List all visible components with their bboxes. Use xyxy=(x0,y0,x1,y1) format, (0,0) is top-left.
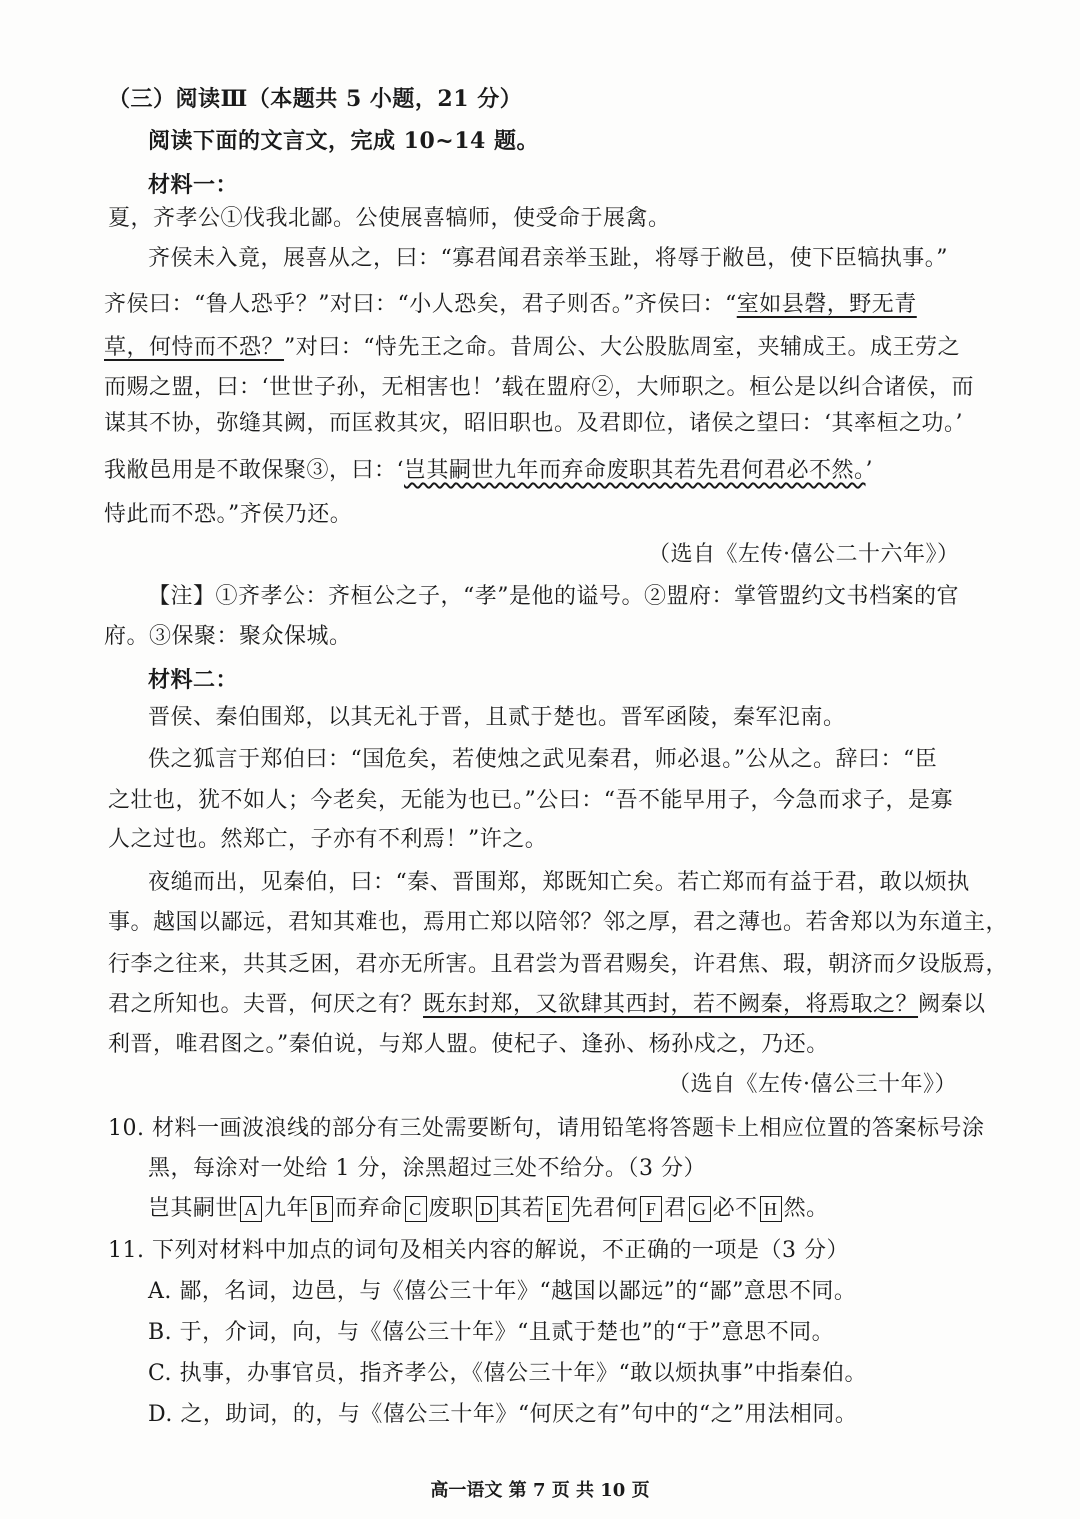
sentence-segment: 君 xyxy=(664,1196,687,1221)
break-option-d[interactable]: D xyxy=(476,1196,498,1222)
material1-line: 恃此而不恐。”齐侯乃还。 xyxy=(104,502,353,527)
section-title: （三）阅读Ⅲ（本题共 5 小题，21 分） xyxy=(108,86,523,112)
question-10-sentence xyxy=(148,1194,829,1224)
question-11-option-c[interactable]: C. 执事，办事官员，指齐孝公，《僖公三十年》“敢以烦执事”中指秦伯。 xyxy=(148,1361,868,1386)
material1-text: 我敝邑用是不敢保聚③，曰：‘ xyxy=(104,458,404,483)
material2-line: 之壮也，犹不如人；今老矣，无能为也已。”公曰：“吾不能早用子，今急而求子，是寡 xyxy=(108,788,953,813)
break-option-c[interactable]: C xyxy=(405,1196,427,1222)
material2-text: 阙秦以 xyxy=(918,992,986,1017)
sentence-segment: 岂其嗣世 xyxy=(148,1196,239,1221)
material2-text: 君之所知也。夫晋，何厌之有？ xyxy=(108,992,424,1017)
material1-text: ”对曰：“恃先王之命。昔周公、大公股肱周室，夹辅成王。成王劳之 xyxy=(284,335,961,360)
wavy-underlined-sentence: 岂其嗣世九年而弃命废职其若先君何君必不然。 xyxy=(404,458,866,483)
material1-text: 齐侯曰：“鲁人恐乎？”对曰：“小人恐矣，君子则否。”齐侯曰：“ xyxy=(104,292,737,317)
material1-text: ’ xyxy=(865,458,874,483)
material2-source: （选自《左传·僖公三十年》） xyxy=(668,1072,957,1097)
sentence-segment: 废职 xyxy=(428,1196,474,1221)
break-option-a[interactable]: A xyxy=(240,1196,262,1222)
material2-line: 晋侯、秦伯围郑，以其无礼于晋，且贰于楚也。晋军函陵，秦军氾南。 xyxy=(148,705,846,730)
underlined-sentence: 室如县磬，野无青 xyxy=(736,292,917,317)
underlined-sentence: 既东封郑，又欲肆其西封，若不阙秦，将焉取之？ xyxy=(423,992,919,1017)
question-10-stem: 10. 材料一画波浪线的部分有三处需要断句，请用铅笔将答题卡上相应位置的答案标号涂 xyxy=(108,1116,985,1141)
material2-line: 夜缒而出，见秦伯，曰：“秦、晋围郑，郑既知亡矣。若亡郑而有益于君，敢以烦执 xyxy=(148,870,970,895)
material1-line xyxy=(104,333,960,363)
question-11-option-a[interactable]: A. 鄙，名词，边邑，与《僖公三十年》“越国以鄙远”的“鄙”意思不同。 xyxy=(148,1279,857,1304)
material1-heading: 材料一： xyxy=(148,172,239,198)
question-10-stem: 黑，每涂对一处给 1 分，涂黑超过三处不给分。（3 分） xyxy=(148,1156,706,1181)
instruction: 阅读下面的文言文，完成 10~14 题。 xyxy=(148,128,539,154)
question-11-option-b[interactable]: B. 于，介词，向，与《僖公三十年》“且贰于楚也”的“于”意思不同。 xyxy=(148,1320,835,1345)
sentence-segment: 先君何 xyxy=(570,1196,639,1221)
sentence-segment: 其若 xyxy=(499,1196,545,1221)
question-11-stem: 11. 下列对材料中加点的词句及相关内容的解说，不正确的一项是（3 分） xyxy=(108,1238,849,1263)
material1-line xyxy=(104,456,873,486)
material2-line: 利晋，唯君图之。”秦伯说，与郑人盟。使杞子、逢孙、杨孙戍之，乃还。 xyxy=(108,1032,829,1057)
material2-line: 事。越国以鄙远，君知其难也，焉用亡郑以陪邻？邻之厚，君之薄也。若舍郑以为东道主， xyxy=(108,910,1009,935)
material1-line xyxy=(104,290,917,320)
material2-heading: 材料二： xyxy=(148,667,239,693)
underlined-sentence: 草，何恃而不恐？ xyxy=(104,335,285,360)
material1-line: 谋其不协，弥缝其阙，而匡救其灾，昭旧职也。及君即位，诸侯之望曰：‘其率桓之功。’ xyxy=(104,411,963,436)
material2-line: 行李之往来，共其乏困，君亦无所害。且君尝为晋君赐矣，许君焦、瑕，朝济而夕设版焉， xyxy=(108,952,1009,977)
page-footer: 高一语文 第 7 页 共 10 页 xyxy=(430,1480,650,1501)
sentence-segment: 而弃命 xyxy=(335,1196,403,1221)
question-11-option-d[interactable]: D. 之，助词，的，与《僖公三十年》“何厌之有”句中的“之”用法相同。 xyxy=(148,1402,858,1427)
material1-line: 夏，齐孝公①伐我北鄙。公使展喜犒师，使受命于展禽。 xyxy=(108,206,671,231)
break-option-e[interactable]: E xyxy=(547,1196,569,1222)
material2-line xyxy=(108,990,986,1020)
note-line: 府。③保聚：聚众保城。 xyxy=(104,624,352,649)
break-option-g[interactable]: G xyxy=(689,1196,711,1222)
break-option-h[interactable]: H xyxy=(760,1196,782,1222)
material2-line: 佚之狐言于郑伯曰：“国危矣，若使烛之武见秦君，师必退。”公从之。辞曰：“臣 xyxy=(148,747,938,772)
material1-line: 而赐之盟，曰：‘世世子孙，无相害也！’载在盟府②，大师职之。桓公是以纠合诸侯，而 xyxy=(104,375,974,400)
material1-line: 齐侯未入竟，展喜从之，曰：“寡君闻君亲举玉趾，将辱于敝邑，使下臣犒执事。” xyxy=(148,246,948,271)
sentence-segment: 然。 xyxy=(783,1196,829,1221)
sentence-segment: 九年 xyxy=(264,1196,310,1221)
material2-line: 人之过也。然郑亡，子亦有不利焉！”许之。 xyxy=(108,827,548,852)
break-option-b[interactable]: B xyxy=(311,1196,333,1222)
sentence-segment: 必不 xyxy=(712,1196,758,1221)
note-line: 【注】①齐孝公：齐桓公之子，“孝”是他的谥号。②盟府：掌管盟约文书档案的官 xyxy=(148,584,959,609)
break-option-f[interactable]: F xyxy=(640,1196,662,1222)
material1-source: （选自《左传·僖公二十六年》） xyxy=(648,542,960,567)
